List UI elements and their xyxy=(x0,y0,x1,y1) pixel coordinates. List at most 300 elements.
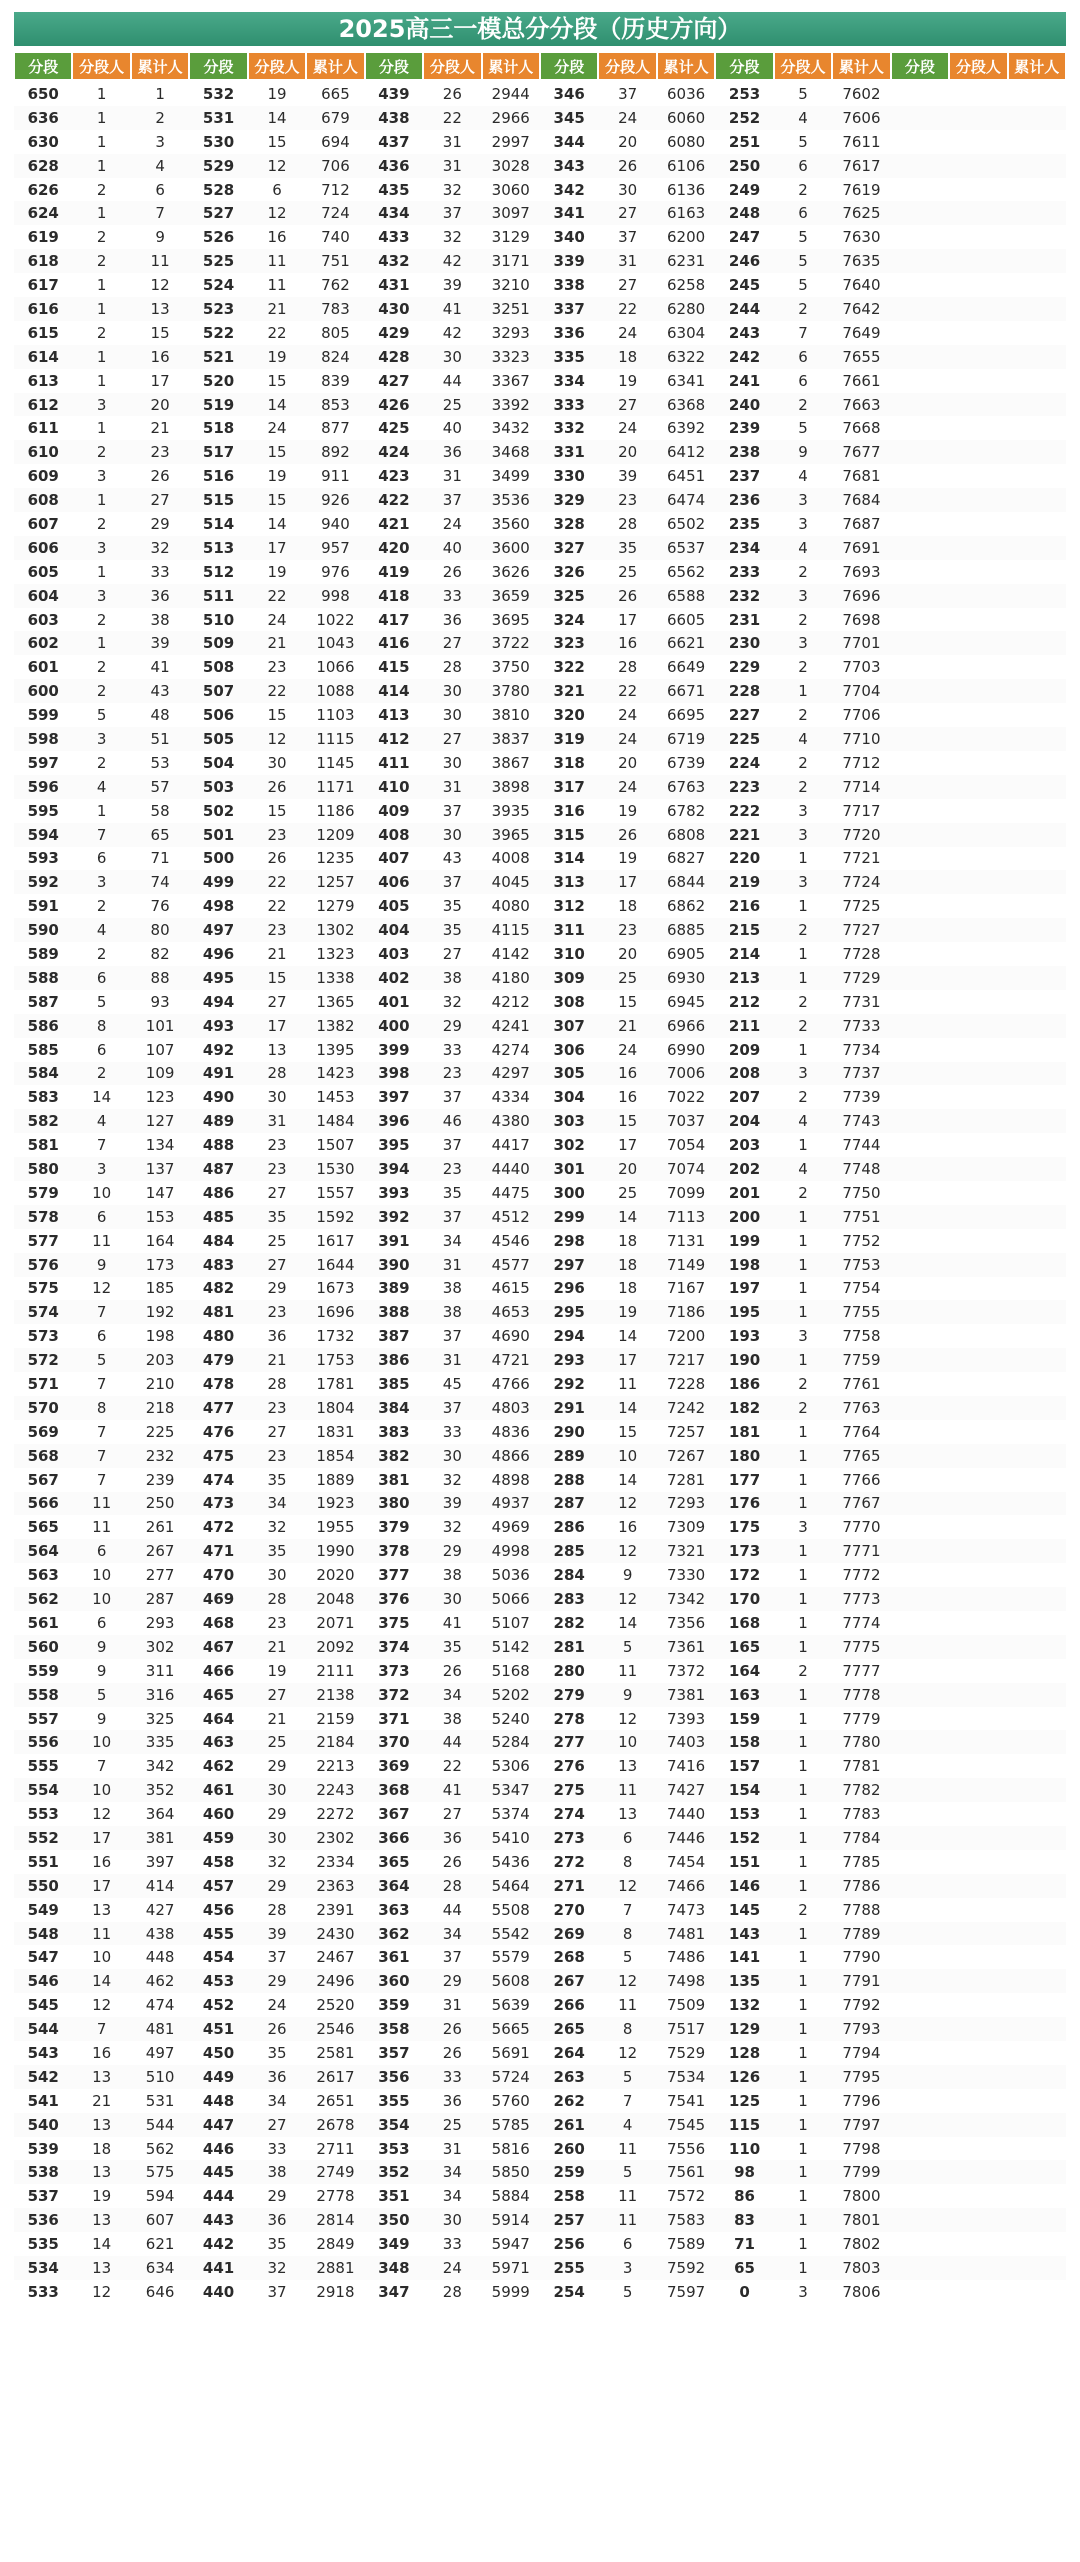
cumulative-cell: 853 xyxy=(321,395,350,414)
score-cell: 71 xyxy=(734,2235,755,2254)
count-cell: 25 xyxy=(618,562,638,581)
cumulative-cell xyxy=(1008,2208,1066,2232)
count-cell: 28 xyxy=(442,1876,462,1895)
score-cell: 159 xyxy=(728,1709,761,1728)
cumulative-cell: 4440 xyxy=(491,1160,530,1179)
score-cell: 308 xyxy=(553,992,585,1011)
cumulative-cell: 4766 xyxy=(491,1375,530,1394)
cumulative-cell: 5914 xyxy=(491,2211,530,2230)
count-cell xyxy=(949,1635,1007,1659)
score-cell: 408 xyxy=(378,825,410,844)
score-cell: 543 xyxy=(27,2043,59,2062)
score-cell: 143 xyxy=(728,1924,761,1943)
cumulative-cell: 7796 xyxy=(842,2091,881,2110)
cumulative-cell: 7729 xyxy=(842,968,881,987)
score-cell: 239 xyxy=(728,419,761,438)
score-cell: 616 xyxy=(27,299,59,318)
score-cell: 498 xyxy=(202,897,235,916)
cumulative-cell: 107 xyxy=(145,1040,175,1059)
cumulative-cell: 267 xyxy=(145,1542,175,1561)
score-cell: 163 xyxy=(728,1685,761,1704)
score-cell: 428 xyxy=(378,347,410,366)
score-cell: 281 xyxy=(553,1637,585,1656)
score-cell: 456 xyxy=(202,1900,235,1919)
score-cell: 298 xyxy=(553,1231,585,1250)
cumulative-cell: 43 xyxy=(150,682,170,701)
score-cell: 325 xyxy=(553,586,585,605)
score-cell: 158 xyxy=(728,1733,761,1752)
count-cell: 26 xyxy=(442,1852,462,1871)
score-cell: 365 xyxy=(378,1852,410,1871)
cumulative-cell: 311 xyxy=(145,1661,175,1680)
score-cell: 420 xyxy=(378,538,410,557)
count-cell: 2 xyxy=(798,658,808,677)
cumulative-cell: 2071 xyxy=(316,1613,355,1632)
count-cell xyxy=(949,393,1007,417)
count-cell xyxy=(949,1420,1007,1444)
cumulative-cell xyxy=(1008,2065,1066,2089)
count-cell xyxy=(949,918,1007,942)
table-row xyxy=(14,106,1066,130)
count-cell xyxy=(949,2065,1007,2089)
cumulative-cell: 7640 xyxy=(842,276,881,295)
cumulative-cell: 164 xyxy=(145,1231,175,1250)
count-cell: 33 xyxy=(442,2235,462,2254)
cumulative-cell: 7186 xyxy=(667,1303,706,1322)
count-cell xyxy=(949,2184,1007,2208)
cumulative-cell: 2496 xyxy=(316,1972,355,1991)
score-cell xyxy=(891,2208,949,2232)
score-cell: 266 xyxy=(553,1996,585,2015)
score-cell: 549 xyxy=(27,1900,59,1919)
score-cell: 283 xyxy=(553,1590,585,1609)
cumulative-cell: 397 xyxy=(145,1852,175,1871)
score-cell: 399 xyxy=(378,1040,410,1059)
cumulative-cell: 38 xyxy=(150,610,170,629)
score-cell: 255 xyxy=(553,2258,585,2277)
score-cell: 352 xyxy=(378,2163,410,2182)
score-cell xyxy=(891,2113,949,2137)
cumulative-cell: 7721 xyxy=(842,849,881,868)
count-cell: 23 xyxy=(267,1136,287,1155)
cumulative-cell: 153 xyxy=(145,1207,175,1226)
cumulative-cell: 5374 xyxy=(491,1805,530,1824)
score-cell: 485 xyxy=(202,1207,235,1226)
cumulative-cell: 3432 xyxy=(491,419,530,438)
table-row xyxy=(14,608,1066,632)
cumulative-cell: 7486 xyxy=(667,1948,706,1967)
cumulative-cell: 7789 xyxy=(842,1924,881,1943)
cumulative-cell: 3323 xyxy=(491,347,530,366)
count-cell: 10 xyxy=(92,1948,112,1967)
cumulative-cell: 6966 xyxy=(667,1016,706,1035)
cumulative-cell: 1507 xyxy=(316,1136,355,1155)
cumulative-cell: 3129 xyxy=(491,228,530,247)
count-cell: 7 xyxy=(96,2020,107,2039)
score-cell xyxy=(891,512,949,536)
cumulative-cell: 7545 xyxy=(667,2115,706,2134)
score-cell: 248 xyxy=(728,204,761,223)
cumulative-cell: 3750 xyxy=(491,658,530,677)
score-cell: 394 xyxy=(378,1160,410,1179)
cumulative-cell: 1955 xyxy=(316,1518,355,1537)
cumulative-cell: 3293 xyxy=(491,323,530,342)
score-cell xyxy=(891,847,949,871)
count-cell: 22 xyxy=(267,682,287,701)
cumulative-cell: 7691 xyxy=(842,538,881,557)
score-cell: 324 xyxy=(553,610,585,629)
cumulative-cell: 7780 xyxy=(842,1733,881,1752)
score-cell: 383 xyxy=(378,1422,410,1441)
count-cell xyxy=(949,894,1007,918)
cumulative-cell: 41 xyxy=(150,658,170,677)
cumulative-cell: 740 xyxy=(321,228,350,247)
count-cell: 46 xyxy=(442,1112,462,1131)
cumulative-cell: 7498 xyxy=(667,1972,706,1991)
count-cell: 8 xyxy=(622,1924,633,1943)
cumulative-cell xyxy=(1008,2184,1066,2208)
cumulative-cell: 3965 xyxy=(491,825,530,844)
cumulative-cell xyxy=(1008,1659,1066,1683)
cumulative-cell xyxy=(1008,536,1066,560)
cumulative-cell: 5107 xyxy=(491,1613,530,1632)
score-header: 分段 xyxy=(365,52,423,80)
cumulative-cell: 5284 xyxy=(491,1733,530,1752)
cumulative-cell: 134 xyxy=(145,1136,175,1155)
cumulative-cell: 218 xyxy=(145,1398,175,1417)
score-cell xyxy=(891,2280,949,2304)
cumulative-cell xyxy=(1008,1229,1066,1253)
score-cell: 397 xyxy=(378,1088,410,1107)
cumulative-cell xyxy=(1008,870,1066,894)
count-cell: 14 xyxy=(618,1207,638,1226)
count-cell: 23 xyxy=(267,1303,287,1322)
cumulative-cell xyxy=(1008,894,1066,918)
count-cell: 14 xyxy=(618,1327,638,1346)
score-cell: 475 xyxy=(202,1446,235,1465)
count-cell: 44 xyxy=(442,1733,462,1752)
score-cell: 600 xyxy=(27,682,59,701)
score-cell: 387 xyxy=(378,1327,410,1346)
cumulative-cell: 3626 xyxy=(491,562,530,581)
cumulative-cell: 5785 xyxy=(491,2115,530,2134)
score-cell xyxy=(891,1181,949,1205)
cumulative-cell: 7792 xyxy=(842,1996,881,2015)
cumulative-cell: 3367 xyxy=(491,371,530,390)
cumulative-cell: 926 xyxy=(321,491,350,510)
score-cell: 83 xyxy=(734,2211,755,2230)
count-cell: 9 xyxy=(96,1255,107,1274)
count-cell xyxy=(949,1157,1007,1181)
cumulative-cell: 4998 xyxy=(491,1542,530,1561)
cumulative-cell: 7696 xyxy=(842,586,881,605)
cumulative-cell: 7795 xyxy=(842,2067,881,2086)
cumulative-cell: 7149 xyxy=(667,1255,706,1274)
score-cell: 511 xyxy=(202,586,235,605)
cumulative-cell xyxy=(1008,1348,1066,1372)
cumulative-cell: 1732 xyxy=(316,1327,355,1346)
count-cell: 23 xyxy=(267,1446,287,1465)
cumulative-cell: 7006 xyxy=(667,1064,706,1083)
count-cell: 35 xyxy=(618,538,638,557)
cumulative-cell: 2966 xyxy=(491,108,530,127)
score-cell: 433 xyxy=(378,228,410,247)
count-cell: 23 xyxy=(267,658,287,677)
score-cell: 509 xyxy=(202,634,235,653)
score-cell: 490 xyxy=(202,1088,235,1107)
cumulative-cell: 2944 xyxy=(491,84,530,103)
score-cell: 371 xyxy=(378,1709,410,1728)
cumulative-cell: 4212 xyxy=(491,992,530,1011)
count-cell xyxy=(949,847,1007,871)
cumulative-cell: 2138 xyxy=(316,1685,355,1704)
table-row xyxy=(14,1730,1066,1754)
count-cell: 26 xyxy=(267,849,287,868)
score-cell: 438 xyxy=(378,108,410,127)
cumulative-cell xyxy=(1008,2113,1066,2137)
cumulative-cell: 51 xyxy=(150,729,170,748)
count-cell: 3 xyxy=(96,586,107,605)
count-cell: 35 xyxy=(267,1470,287,1489)
count-cell: 18 xyxy=(618,897,638,916)
cumulative-cell xyxy=(1008,2017,1066,2041)
score-cell: 586 xyxy=(27,1016,59,1035)
table-row xyxy=(14,2065,1066,2089)
count-cell: 3 xyxy=(96,1160,107,1179)
score-cell: 221 xyxy=(728,825,761,844)
cumulative-cell: 3392 xyxy=(491,395,530,414)
score-cell: 581 xyxy=(27,1136,59,1155)
score-cell: 521 xyxy=(202,347,235,366)
table-row xyxy=(14,1922,1066,1946)
count-cell: 3 xyxy=(798,825,808,844)
count-cell: 34 xyxy=(442,1685,462,1704)
count-cell: 21 xyxy=(267,634,287,653)
count-cell: 15 xyxy=(618,1112,638,1131)
cumulative-cell xyxy=(1008,106,1066,130)
count-cell: 24 xyxy=(442,514,462,533)
cumulative-cell: 9 xyxy=(155,228,165,247)
score-cell: 289 xyxy=(553,1446,585,1465)
score-cell: 392 xyxy=(378,1207,410,1226)
score-cell xyxy=(891,918,949,942)
score-cell xyxy=(891,608,949,632)
count-cell: 16 xyxy=(267,228,287,247)
table-row xyxy=(14,1754,1066,1778)
count-cell: 17 xyxy=(618,610,638,629)
cumulative-cell: 497 xyxy=(145,2043,175,2062)
cumulative-cell: 4241 xyxy=(491,1016,530,1035)
cumulative-cell: 7257 xyxy=(667,1422,706,1441)
score-cell: 471 xyxy=(202,1542,235,1561)
count-cell xyxy=(949,106,1007,130)
cumulative-cell: 198 xyxy=(145,1327,175,1346)
score-cell: 245 xyxy=(728,276,761,295)
score-cell xyxy=(891,488,949,512)
table-row xyxy=(14,966,1066,990)
cumulative-cell: 1423 xyxy=(316,1064,355,1083)
count-cell xyxy=(949,942,1007,966)
score-cell: 404 xyxy=(378,921,410,940)
cumulative-cell: 23 xyxy=(150,443,170,462)
table-row xyxy=(14,1348,1066,1372)
cumulative-cell: 6671 xyxy=(667,682,706,701)
cumulative-cell: 6827 xyxy=(667,849,706,868)
cumulative-cell: 5884 xyxy=(491,2187,530,2206)
cumulative-cell xyxy=(1008,918,1066,942)
count-cell: 39 xyxy=(442,276,462,295)
score-cell: 146 xyxy=(728,1876,761,1895)
count-cell: 4 xyxy=(798,1112,808,1131)
cumulative-cell: 7342 xyxy=(667,1590,706,1609)
score-cell: 132 xyxy=(728,1996,761,2015)
score-cell: 287 xyxy=(553,1494,585,1513)
cumulative-cell: 7739 xyxy=(842,1088,881,1107)
cumulative-cell: 5542 xyxy=(491,1924,530,1943)
count-cell: 12 xyxy=(267,204,287,223)
score-cell: 588 xyxy=(27,968,59,987)
cumulative-cell: 4721 xyxy=(491,1351,530,1370)
table-row xyxy=(14,751,1066,775)
cumulative-cell: 7704 xyxy=(842,682,881,701)
count-cell: 2 xyxy=(798,562,808,581)
count-cell: 6 xyxy=(96,968,107,987)
score-cell: 347 xyxy=(378,2282,410,2301)
count-cell: 15 xyxy=(618,1422,638,1441)
count-cell xyxy=(949,297,1007,321)
count-cell xyxy=(949,178,1007,202)
score-cell: 461 xyxy=(202,1781,235,1800)
count-cell: 3 xyxy=(798,1064,808,1083)
count-cell: 28 xyxy=(618,658,638,677)
score-cell: 359 xyxy=(378,1996,410,2015)
count-cell: 15 xyxy=(267,706,287,725)
count-cell: 28 xyxy=(618,514,638,533)
score-cell xyxy=(891,799,949,823)
count-cell: 36 xyxy=(267,2211,287,2230)
cumulative-cell xyxy=(1008,2256,1066,2280)
cumulative-cell: 6990 xyxy=(667,1040,706,1059)
cumulative-cell: 7592 xyxy=(667,2258,706,2277)
score-cell: 211 xyxy=(728,1016,761,1035)
count-cell: 1 xyxy=(96,371,107,390)
score-cell: 165 xyxy=(728,1637,761,1656)
score-cell xyxy=(891,416,949,440)
cumulative-cell: 5608 xyxy=(491,1972,530,1991)
table-row xyxy=(14,1993,1066,2017)
score-cell xyxy=(891,1635,949,1659)
score-cell xyxy=(891,1253,949,1277)
score-cell: 367 xyxy=(378,1805,410,1824)
score-cell xyxy=(891,1062,949,1086)
cumulative-cell: 5168 xyxy=(491,1661,530,1680)
score-cell: 427 xyxy=(378,371,410,390)
count-cell: 35 xyxy=(442,1183,462,1202)
count-cell xyxy=(949,1062,1007,1086)
count-cell: 1 xyxy=(798,1494,808,1513)
cumulative-cell xyxy=(1008,345,1066,369)
count-cell: 18 xyxy=(618,1255,638,1274)
score-cell: 419 xyxy=(378,562,410,581)
cumulative-cell: 7321 xyxy=(667,1542,706,1561)
cumulative-cell: 1145 xyxy=(316,753,355,772)
cumulative-cell: 13 xyxy=(150,299,170,318)
count-cell: 1 xyxy=(798,1781,808,1800)
count-cell: 22 xyxy=(442,108,462,127)
score-cell: 378 xyxy=(378,1542,410,1561)
score-cell: 269 xyxy=(553,1924,585,1943)
score-cell: 612 xyxy=(27,395,59,414)
score-cell: 322 xyxy=(553,658,585,677)
count-cell: 11 xyxy=(92,1231,112,1250)
count-cell xyxy=(949,631,1007,655)
table-row xyxy=(14,82,1066,106)
cumulative-cell: 7784 xyxy=(842,1828,881,1847)
cumulative-cell xyxy=(1008,1277,1066,1301)
score-cell xyxy=(891,345,949,369)
score-cell: 480 xyxy=(202,1327,235,1346)
cumulative-cell: 6474 xyxy=(667,491,706,510)
count-cell: 1 xyxy=(798,1948,808,1967)
score-cell: 323 xyxy=(553,634,585,653)
score-cell: 457 xyxy=(202,1876,235,1895)
count-cell: 24 xyxy=(618,777,638,796)
score-cell: 384 xyxy=(378,1398,410,1417)
score-cell: 393 xyxy=(378,1183,410,1202)
score-cell: 215 xyxy=(728,921,761,940)
score-cell: 219 xyxy=(728,873,761,892)
count-cell: 12 xyxy=(618,1494,638,1513)
score-cell: 265 xyxy=(553,2020,585,2039)
table-row xyxy=(14,1324,1066,1348)
cumulative-cell: 7783 xyxy=(842,1805,881,1824)
count-cell: 19 xyxy=(618,371,638,390)
count-cell: 21 xyxy=(267,1351,287,1370)
cumulative-cell: 364 xyxy=(145,1805,175,1824)
count-cell: 31 xyxy=(267,1112,287,1131)
count-cell: 37 xyxy=(442,1327,462,1346)
cumulative-cell: 824 xyxy=(321,347,350,366)
score-cell: 231 xyxy=(728,610,761,629)
count-cell: 1 xyxy=(798,1231,808,1250)
cumulative-cell: 4180 xyxy=(491,968,530,987)
cumulative-cell: 82 xyxy=(150,945,170,963)
count-cell xyxy=(949,1348,1007,1372)
score-cell: 493 xyxy=(202,1016,235,1035)
count-cell xyxy=(949,1850,1007,1874)
score-cell: 172 xyxy=(728,1566,761,1585)
count-cell: 38 xyxy=(442,1709,462,1728)
count-cell: 14 xyxy=(92,1088,112,1107)
cumulative-cell: 4866 xyxy=(491,1446,530,1465)
table-row xyxy=(14,1205,1066,1229)
count-cell xyxy=(949,1468,1007,1492)
score-cell: 532 xyxy=(202,84,235,103)
count-cell xyxy=(949,584,1007,608)
table-row xyxy=(14,297,1066,321)
score-cell xyxy=(891,106,949,130)
score-cell: 296 xyxy=(553,1279,585,1298)
score-cell: 624 xyxy=(27,204,59,223)
cumulative-cell: 6885 xyxy=(667,921,706,940)
cumulative-cell: 7602 xyxy=(842,84,881,103)
count-cell xyxy=(949,512,1007,536)
cumulative-cell: 5850 xyxy=(491,2163,530,2182)
score-header: 分段 xyxy=(715,52,773,80)
cumulative-cell: 15 xyxy=(150,323,170,342)
count-cell: 32 xyxy=(442,1470,462,1489)
cumulative-cell: 7517 xyxy=(667,2020,706,2039)
